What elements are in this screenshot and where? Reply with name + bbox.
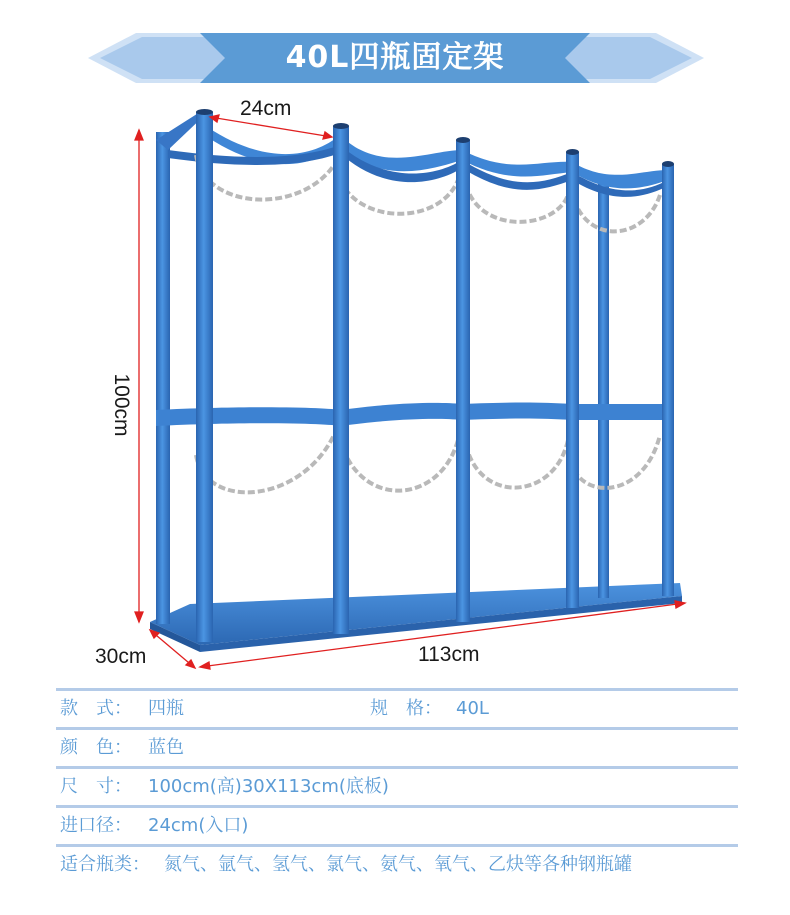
spec-row-suitable bbox=[56, 847, 738, 883]
spec-row-inlet bbox=[56, 808, 738, 844]
spec-size-label: 规 格： bbox=[370, 698, 442, 719]
spec-color-label: 颜 色： bbox=[60, 737, 132, 758]
spec-dimensions-value: 100cm(高)30X113cm(底板) bbox=[148, 776, 389, 797]
dimension-depth: 30cm bbox=[95, 645, 147, 668]
title-banner bbox=[0, 0, 790, 90]
spec-suitable-label: 适合瓶类： bbox=[60, 854, 150, 875]
spec-suitable-value: 氮气、氩气、氢气、氯气、氨气、氧气、乙炔等各种钢瓶罐 bbox=[164, 854, 632, 875]
dimension-height: 100cm bbox=[110, 373, 133, 437]
spec-inlet-label: 进口径： bbox=[60, 815, 132, 836]
spec-size-value: 40L bbox=[456, 698, 489, 719]
spec-style-value: 四瓶 bbox=[148, 698, 184, 719]
spec-dimensions-label: 尺 寸： bbox=[60, 776, 132, 797]
spec-table bbox=[56, 688, 738, 883]
dimension-width: 113cm bbox=[418, 643, 480, 666]
top-rail bbox=[156, 112, 668, 197]
back-posts bbox=[156, 132, 609, 624]
page-title: 40L四瓶固定架 bbox=[285, 40, 505, 75]
middle-rail bbox=[156, 403, 668, 427]
spec-inlet-value: 24cm(入口) bbox=[148, 815, 249, 836]
spec-row-style bbox=[56, 691, 738, 727]
spec-row-dimensions bbox=[56, 769, 738, 805]
spec-row-color bbox=[56, 730, 738, 766]
spec-color-value: 蓝色 bbox=[148, 737, 184, 758]
product-image bbox=[0, 90, 790, 690]
chains-bottom bbox=[196, 435, 660, 492]
spec-style-label: 款 式： bbox=[60, 698, 132, 719]
dimension-inlet: 24cm bbox=[240, 97, 292, 120]
